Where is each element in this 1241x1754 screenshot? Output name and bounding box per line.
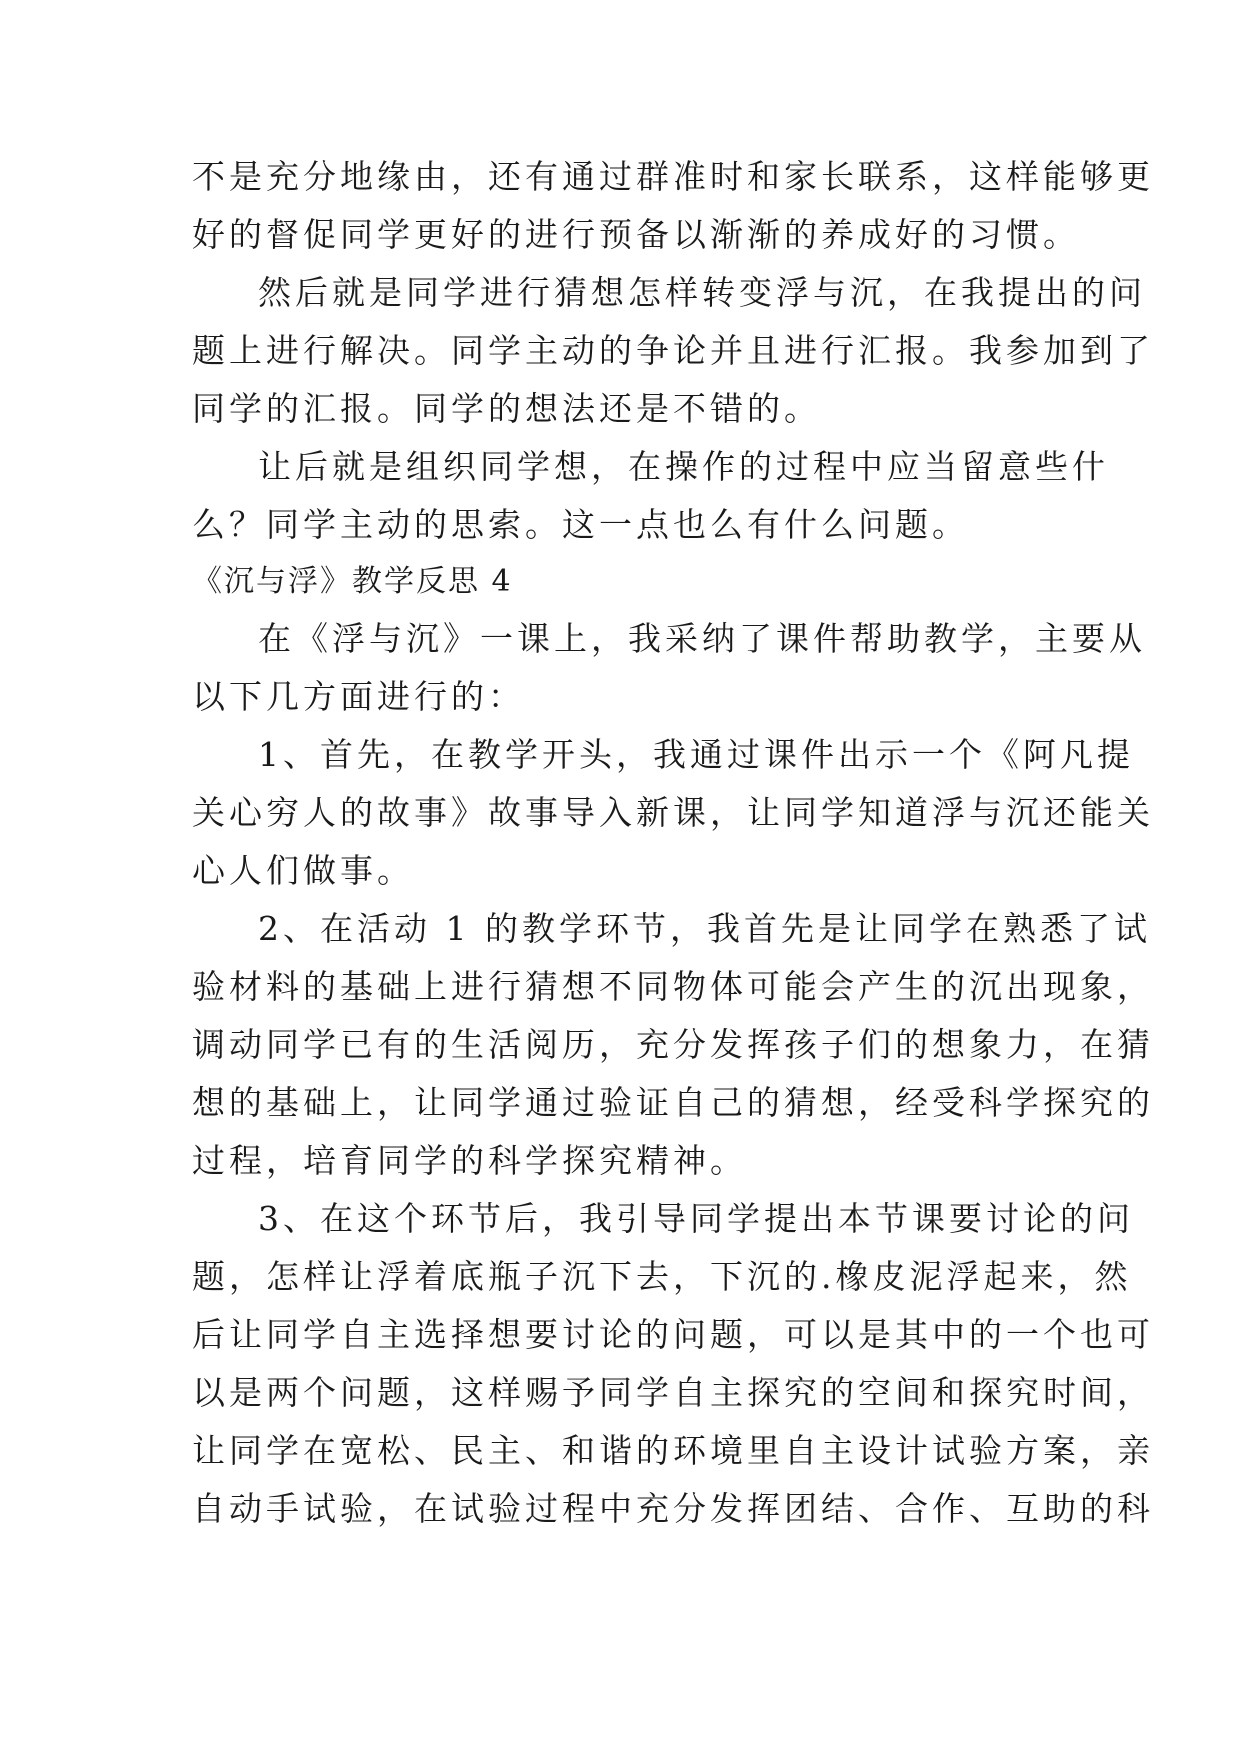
- text-line: 想的基础上，让同学通过验证自己的猜想，经受科学探究的: [192, 1083, 1154, 1122]
- text-line: 让同学在宽松、民主、和谐的环境里自主设计试验方案，亲: [192, 1431, 1154, 1470]
- text-line: 题上进行解决。同学主动的争论并且进行汇报。我参加到了: [192, 331, 1154, 370]
- text-line: 以是两个问题，这样赐予同学自主探究的空间和探究时间，: [192, 1373, 1154, 1412]
- text-line: 以下几方面进行的：: [192, 677, 525, 716]
- document-page: [192, 148, 1154, 1538]
- text-line: 验材料的基础上进行猜想不同物体可能会产生的沉出现象，: [192, 967, 1154, 1006]
- text-line: 同学的汇报。同学的想法还是不错的。: [192, 389, 821, 428]
- text-line: 过程，培育同学的科学探究精神。: [192, 1141, 747, 1180]
- text-line: 后让同学自主选择想要讨论的问题，可以是其中的一个也可: [192, 1315, 1154, 1354]
- text-line: 好的督促同学更好的进行预备以渐渐的养成好的习惯。: [192, 215, 1080, 254]
- paragraph-start: 3、在这个环节后，我引导同学提出本节课要讨论的问: [258, 1199, 1134, 1238]
- text-line: 关心穷人的故事》故事导入新课，让同学知道浮与沉还能关: [192, 793, 1154, 832]
- text-line: 自动手试验，在试验过程中充分发挥团结、合作、互助的科: [192, 1489, 1154, 1528]
- text-line: 么？同学主动的思索。这一点也么有什么问题。: [192, 505, 969, 544]
- text-line: 调动同学已有的生活阅历，充分发挥孩子们的想象力，在猜: [192, 1025, 1154, 1064]
- text-line: 心人们做事。: [192, 851, 414, 890]
- section-heading: 《沉与浮》教学反思 4: [192, 564, 513, 599]
- paragraph-start: 2、在活动 1 的教学环节，我首先是让同学在熟悉了试: [258, 909, 1151, 948]
- paragraph-start: 然后就是同学进行猜想怎样转变浮与沉，在我提出的问: [258, 273, 1146, 312]
- paragraph-start: 让后就是组织同学想，在操作的过程中应当留意些什: [258, 447, 1109, 486]
- text-line: 不是充分地缘由，还有通过群准时和家长联系，这样能够更: [192, 157, 1154, 196]
- paragraph-start: 在《浮与沉》一课上，我采纳了课件帮助教学，主要从: [258, 619, 1146, 658]
- text-line: 题，怎样让浮着底瓶子沉下去，下沉的.橡皮泥浮起来，然: [192, 1257, 1132, 1296]
- paragraph-start: 1、首先，在教学开头，我通过课件出示一个《阿凡提: [258, 735, 1134, 774]
